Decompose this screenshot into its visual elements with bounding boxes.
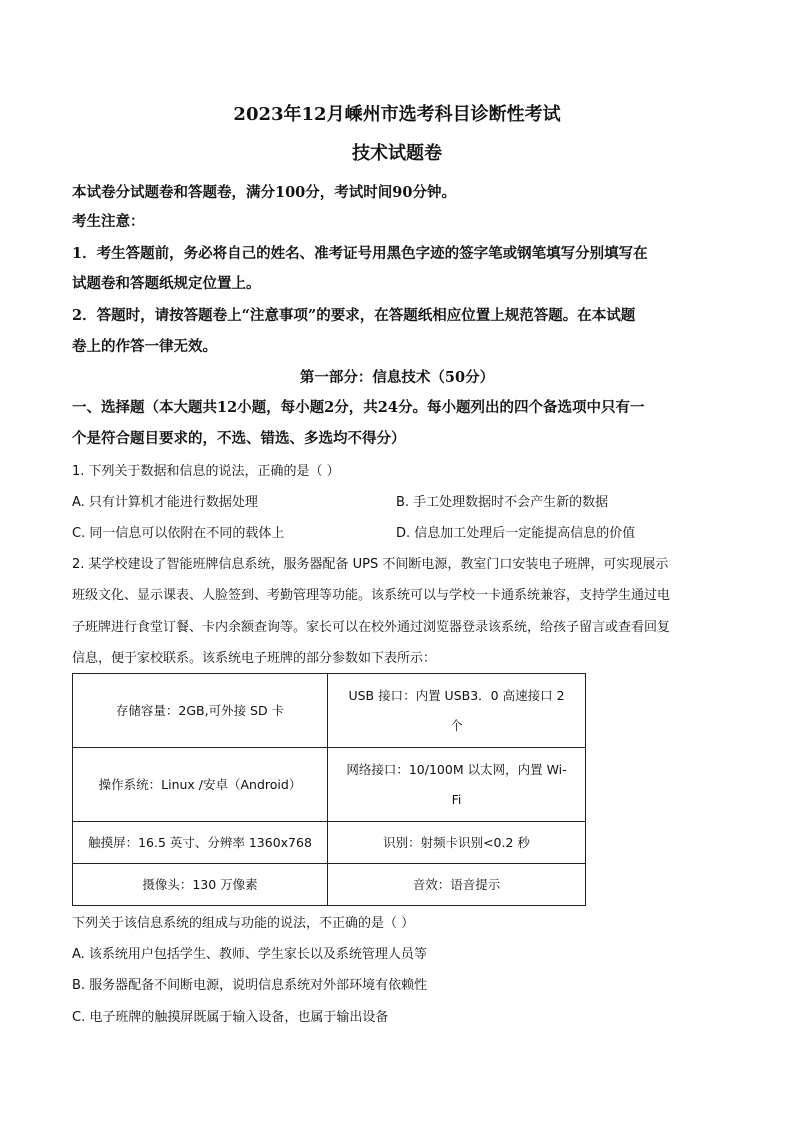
table-cell-recognition: 识别：射频卡识别<0.2 秒 [328,822,586,864]
parameter-table [72,673,586,906]
table-row [73,674,586,748]
q2-paragraph-line-1: 2. 某学校建设了智能班牌信息系统，服务器配备 UPS 不间断电源，教室门口安装电子班牌，可实现展示 [72,557,669,572]
table-cell-usb-line-2: 个 [450,717,463,733]
intro-line: 本试卷分试题卷和答题卷，满分100分，考试时间90分钟。 [72,184,456,201]
table-cell-network-line-2: Fi [451,791,462,807]
note-1-line-2: 试题卷和答题纸规定位置上。 [72,275,261,292]
table-cell-usb-line-1: USB 接口：内置 USB3．0 高速接口 2 [348,687,565,703]
table-cell-usb [328,674,586,748]
table-cell-touchscreen: 触摸屏：16.5 英寸、分辨率 1360x768 [73,822,328,864]
part-title: 第一部分：信息技术（50分） [299,369,495,386]
q1-option-d: D. 信息加工处理后一定能提高信息的价值 [396,526,636,541]
table-row [73,822,586,864]
q2-option-c: C. 电子班牌的触摸屏既属于输入设备，也属于输出设备 [72,1010,389,1025]
table-cell-camera: 摄像头：130 万像素 [73,864,328,906]
table-cell-os: 操作系统：Linux /安卓（Android） [73,748,328,822]
table-row [73,748,586,822]
q2-option-b: B. 服务器配备不间断电源，说明信息系统对外部环境有依赖性 [72,978,428,993]
section-heading-line-2: 个是符合题目要求的，不选、错选、多选均不得分） [72,430,406,447]
table-cell-network-line-1: 网络接口：10/100M 以太网，内置 Wi- [346,761,567,777]
exam-title: 2023年12月嵊州市选考科目诊断性考试 [233,104,561,125]
table-cell-storage: 存储容量：2GB,可外接 SD 卡 [73,674,328,748]
note-1-line-1: 1．考生答题前，务必将自己的姓名、准考证号用黑色字迹的签字笔或钢笔填写分别填写在 [72,245,648,262]
q2-paragraph-line-2: 班级文化、显示课表、人脸签到、考勤管理等功能。该系统可以与学校一卡通系统兼容，支持学生通过电 [72,588,671,603]
q1-option-a: A. 只有计算机才能进行数据处理 [72,495,258,510]
q2-sub-stem: 下列关于该信息系统的组成与功能的说法，不正确的是（ ） [72,916,415,931]
table-row [73,864,586,906]
q2-paragraph-line-4: 信息，便于家校联系。该系统电子班牌的部分参数如下表所示： [72,651,437,666]
q2-paragraph-line-3: 子班牌进行食堂订餐、卡内余额查询等。家长可以在校外通过浏览器登录该系统，给孩子留言或查看回复 [72,620,671,635]
note-2-line-1: 2．答题时，请按答题卷上“注意事项”的要求，在答题纸相应位置上规范答题。在本试题 [72,307,636,324]
note-2-line-2: 卷上的作答一律无效。 [72,338,217,355]
q1-stem: 1. 下列关于数据和信息的说法，正确的是（ ） [72,464,340,479]
q1-option-c: C. 同一信息可以依附在不同的载体上 [72,526,285,541]
exam-subtitle: 技术试题卷 [352,143,442,164]
q1-option-b: B. 手工处理数据时不会产生新的数据 [396,495,609,510]
q2-option-a: A. 该系统用户包括学生、教师、学生家长以及系统管理人员等 [72,947,427,962]
table-cell-network [328,748,586,822]
table-cell-sound: 音效：语音提示 [328,864,586,906]
notice-heading: 考生注意： [72,213,145,230]
section-heading-line-1: 一、选择题（本大题共12小题，每小题2分，共24分。每小题列出的四个备选项中只有一 [72,399,645,416]
